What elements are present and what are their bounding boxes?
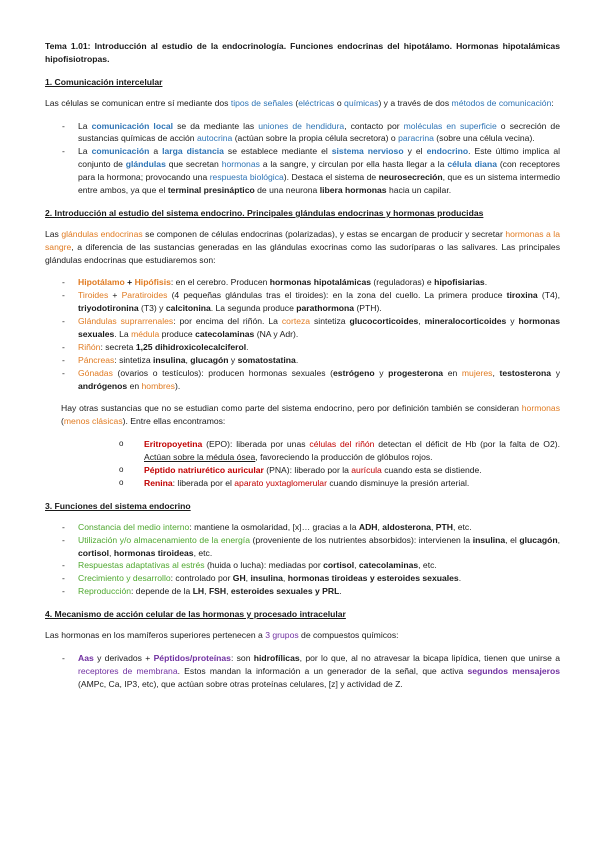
s4-list: [45, 652, 560, 691]
s3-list: [45, 521, 560, 598]
list-item: o Renina: liberada por el aparato yuxtaglomerular cuando disminuye la presión arterial.: [45, 477, 560, 490]
s1-intro: Las células se comunican entre sí mediante dos tipos de señales (eléctricas o químicas) y a través de dos métodos de comunicación:: [45, 97, 554, 108]
list-item: - La comunicación a larga distancia se establece mediante el sistema nervioso y el endocrino. Este último implica al conjunto de glándulas que secretan hormonas a la sangre, y circulan por ella hasta llegar a la célula diana (con receptores para la hormona; provocando una respuesta biológica). Destaca el sistema de neurosecreción, que es un sistema intermedio entre ambos, ya que el terminal presináptico de una neurona libera hormonas hacia un capilar.: [45, 145, 560, 197]
section-1-heading: 1. Comunicación intercelular: [45, 76, 163, 87]
document-title: Tema 1.01: Introducción al estudio de la endocrinología. Funciones endocrinas del hipotálamo. Hormonas hipotalámicas hipofisiotropas.: [45, 41, 560, 64]
list-item: - Respuestas adaptativas al estrés (huida o lucha): mediadas por cortisol, catecolaminas, etc.: [45, 559, 560, 572]
list-item: - Reproducción: depende de la LH, FSH, esteroides sexuales y PRL.: [45, 585, 560, 598]
section-3-heading: 3. Funciones del sistema endocrino: [45, 500, 191, 511]
list-item: - Hipotálamo + Hipófisis: en el cerebro. Producen hormonas hipotalámicas (reguladoras) e hipofisiarias.: [45, 276, 560, 289]
list-item: - Aas y derivados + Péptidos/proteínas: son hidrofílicas, por lo que, al no atravesar la bicapa lipídica, tienen que unirse a receptores de membrana. Estos mandan la información a un generador de la señal, que activa segundos mensajeros (AMPc, Ca, IP3, etc), que actúan sobre otras proteínas celulares, [z] y actividad de Z.: [45, 652, 560, 691]
list-item: - Constancia del medio interno: mantiene la osmolaridad, [x]… gracias a la ADH, aldosterona, PTH, etc.: [45, 521, 560, 534]
s2-sublist: [45, 438, 560, 490]
list-item: - Gónadas (ovarios o testículos): producen hormonas sexuales (estrógeno y progesterona en mujeres, testosterona y andrógenos en hombres).: [45, 367, 560, 393]
list-item: - Crecimiento y desarrollo: controlado por GH, insulina, hormonas tiroideas y esteroides sexuales.: [45, 572, 560, 585]
section-4-heading: 4. Mecanismo de acción celular de las hormonas y procesado intracelular: [45, 609, 346, 620]
list-item: - Páncreas: sintetiza insulina, glucagón y somatostatina.: [45, 354, 560, 367]
s2-other-hormones: Hay otras sustancias que no se estudian como parte del sistema endocrino, pero por definición también se consideran hormonas (menos clásicas). Entre ellas encontramos:: [61, 403, 560, 427]
list-item: o Péptido natriurético auricular (PNA): liberado por la aurícula cuando esta se distiende.: [45, 464, 560, 477]
section-2-heading: 2. Introducción al estudio del sistema endocrino. Principales glándulas endocrinas y hormonas producidas: [45, 207, 484, 218]
s2-intro: Las glándulas endocrinas se componen de células endocrinas (polarizadas), y estas se encargan de producir y secretar hormonas a la sangre, a diferencia de las sustancias generadas en las glándulas exocrinas como las sudoríparas o las salivares. Las principales glándulas endocrinas que estudiaremos son:: [45, 228, 560, 265]
s4-intro: Las hormonas en los mamíferos superiores pertenecen a 3 grupos de compuestos químicos:: [45, 629, 399, 640]
list-item: - Tiroides + Paratiroides (4 pequeñas glándulas tras el tiroides): en la zona del cuello. La primera produce tiroxina (T4), triyodotironina (T3) y calcitonina. La segunda produce parathormona (PTH).: [45, 289, 560, 315]
list-item: - Utilización y/o almacenamiento de la energía (proveniente de los nutrientes absorbidos): intervienen la insulina, el glucagón, cortisol, hormonas tiroideas, etc.: [45, 534, 560, 560]
list-item: o Eritropoyetina (EPO): liberada por unas células del riñón detectan el déficit de Hb (por la falta de O2). Actúan sobre la médula ósea, favoreciendo la producción de glóbulos rojos.: [45, 438, 560, 464]
s1-list: [45, 120, 560, 197]
list-item: - Riñón: secreta 1,25 dihidroxicolecalciferol.: [45, 341, 560, 354]
list-item: - Glándulas suprarrenales: por encima del riñón. La corteza sintetiza glucocorticoides, mineralocorticoides y hormonas sexuales. La médula produce catecolaminas (NA y Adr).: [45, 315, 560, 341]
s2-list: [45, 276, 560, 392]
list-item: - La comunicación local se da mediante las uniones de hendidura, contacto por moléculas en superficie o secreción de sustancias químicas de acción autocrina (actúan sobre la propia célula secretora) o paracrina (sobre una célula vecina).: [45, 120, 560, 146]
